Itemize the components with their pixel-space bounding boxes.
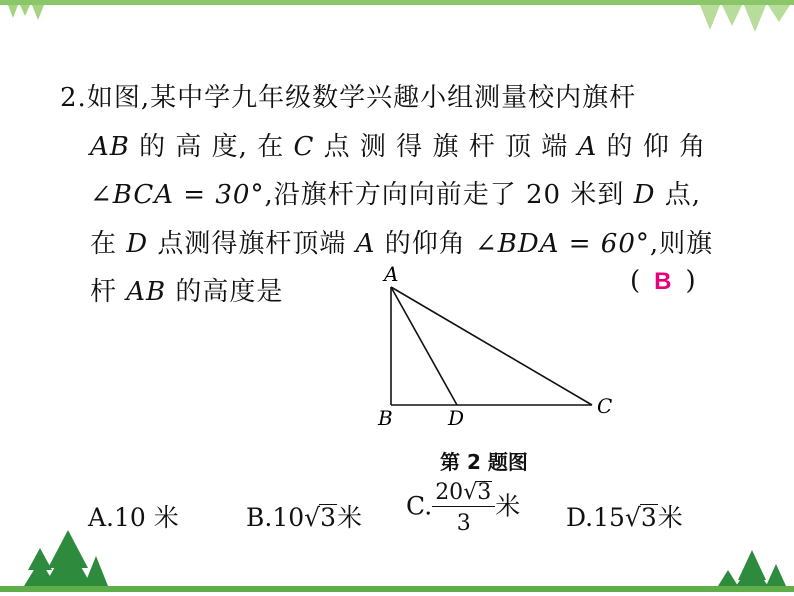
label-a: A [384, 265, 399, 286]
answer-slot: ( B ) [630, 266, 696, 296]
triangle-figure [370, 265, 630, 430]
bottom-border-bar [0, 586, 794, 592]
top-border-bar [0, 0, 794, 5]
tree-icon [718, 550, 786, 586]
segment-ad [391, 287, 457, 405]
bottom-decoration [0, 520, 794, 596]
option-a: A.10 米 [88, 503, 179, 532]
fraction: $\frac{20√3}{3}$ [432, 480, 495, 536]
top-left-leaves-icon [8, 5, 44, 20]
question-line-1: 2.如图,某中学九年级数学兴趣小组测量校内旗杆 [60, 83, 637, 113]
label-d: D [448, 406, 465, 430]
figure-caption: 第 2 题图 [440, 450, 528, 474]
option-d: D.15√3米 [566, 503, 683, 532]
question-line-3: ∠BCA = 30°,沿旗杆方向向前走了 20 米到 D 点, [90, 180, 701, 210]
question-line-2: AB 的 高 度, 在 C 点 测 得 旗 杆 顶 端 A 的 仰 角 [90, 131, 707, 162]
question-line-4: 在 D 点测得旗杆顶端 A 的仰角 ∠BDA = 60°,则旗 [90, 228, 714, 259]
question-line-5: 杆 AB 的高度是 [90, 277, 284, 307]
tree-icon [24, 530, 108, 586]
option-c: C. $\frac{20√3}{3}$ 米 [406, 480, 521, 536]
label-c: C [597, 394, 613, 418]
sqrt-radicand: 3 [640, 503, 657, 532]
top-decoration [0, 0, 794, 40]
sqrt-radicand: 3 [320, 503, 336, 532]
segment-ac [391, 287, 592, 405]
top-right-leaves-icon [700, 5, 790, 32]
answer-letter: B [654, 268, 672, 295]
option-b: B.10√3米 [246, 503, 362, 532]
question-number: 2. [60, 83, 87, 113]
label-b: B [378, 406, 393, 430]
